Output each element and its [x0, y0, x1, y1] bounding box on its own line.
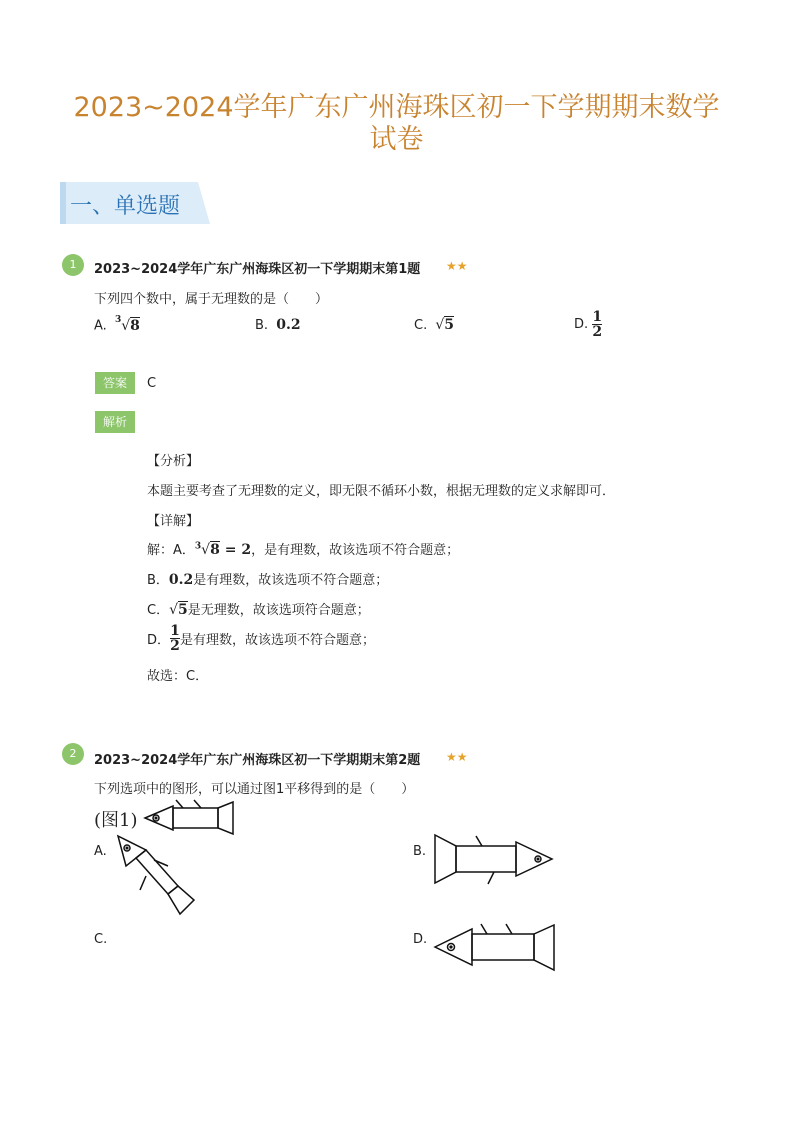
radicand: 8: [210, 542, 220, 558]
option-b[interactable]: B.: [413, 844, 427, 859]
document-title: [40, 92, 753, 156]
denominator: 2: [592, 324, 603, 340]
option-c[interactable]: [414, 317, 454, 333]
line-suffix: 是有理数，故该选项不符合题意；: [193, 573, 389, 588]
equals-two: = 2: [224, 542, 252, 558]
solution-line-a: 解：A．$^3$√8 = 2，是有理数，故该选项不符合题意；: [147, 541, 460, 558]
radicand: 5: [178, 602, 188, 618]
solution-line-d: [147, 624, 375, 653]
line-suffix: 是无理数，故该选项符合题意；: [187, 603, 370, 618]
option-d-label: D.: [574, 317, 589, 332]
analysis-fenxi-text: 本题主要考查了无理数的定义，即无限不循环小数，根据无理数的定义求解即可．: [147, 484, 616, 499]
analysis-fenxi-heading: 【分析】: [147, 454, 200, 469]
analysis-tag: 解析: [95, 411, 135, 433]
difficulty-stars: ★★: [446, 259, 468, 273]
root-index: 3: [114, 315, 122, 325]
radicand: 5: [444, 317, 455, 333]
numerator: 1: [170, 623, 180, 639]
analysis-xiangjie-heading: 【详解】: [147, 514, 200, 529]
answer-value: C: [147, 376, 157, 391]
solution-conclusion: 故选：C．: [147, 669, 209, 684]
cube-root-8: $^3$√8: [114, 315, 140, 334]
line-suffix: 是有理数，故该选项不符合题意；: [180, 633, 376, 648]
line-prefix: D．: [147, 633, 171, 648]
title-line-2: 试卷: [369, 124, 424, 155]
option-a-label: A.: [94, 318, 107, 334]
sqrt-5: √5: [435, 317, 455, 333]
radicand: 8: [130, 317, 140, 334]
fraction-one-half: [592, 310, 602, 339]
option-a[interactable]: A.: [94, 844, 107, 859]
option-b-fish-flipped[interactable]: [432, 832, 557, 887]
option-d[interactable]: [574, 310, 602, 339]
figure-1-label: (图1): [94, 810, 138, 831]
option-d-fish-translated[interactable]: [432, 920, 560, 975]
option-b-label: B.: [255, 318, 269, 333]
difficulty-stars: ★★: [446, 750, 468, 764]
question-number-badge: 2: [62, 743, 84, 765]
option-b-value: 0.2: [276, 317, 301, 333]
option-d[interactable]: D.: [413, 932, 428, 947]
option-a[interactable]: [94, 317, 140, 334]
line-suffix: ，是有理数，故该选项不符合题意；: [251, 543, 460, 558]
question-number-badge: 1: [62, 254, 84, 276]
root-index: 3: [194, 541, 202, 552]
option-a-fish-rotated[interactable]: [110, 830, 205, 925]
section-heading: 一、单选题: [70, 194, 181, 219]
value-0-2: 0.2: [168, 572, 194, 588]
line-prefix: C．: [147, 603, 170, 618]
question-header: 2023~2024学年广东广州海珠区初一下学期期末第2题: [94, 753, 421, 768]
option-c-label: C.: [414, 318, 428, 333]
answer-tag: 答案: [95, 372, 135, 394]
denominator: 2: [170, 638, 180, 654]
option-c[interactable]: C.: [94, 932, 108, 947]
question-stem: 下列选项中的图形，可以通过图1平移得到的是（ ）: [94, 782, 415, 797]
numerator: 1: [592, 309, 603, 325]
line-prefix: B．: [147, 573, 169, 588]
question-stem: 下列四个数中，属于无理数的是（ ）: [94, 292, 329, 307]
title-line-1: 2023~2024学年广东广州海珠区初一下学期期末数学: [73, 92, 720, 123]
option-b[interactable]: [255, 317, 301, 333]
solution-line-c: C．√5是无理数，故该选项符合题意；: [147, 602, 370, 618]
line-prefix: 解：A．: [147, 543, 195, 558]
solution-line-b: [147, 569, 388, 588]
question-header: 2023~2024学年广东广州海珠区初一下学期期末第1题: [94, 262, 421, 277]
fraction-one-half: [170, 624, 180, 653]
